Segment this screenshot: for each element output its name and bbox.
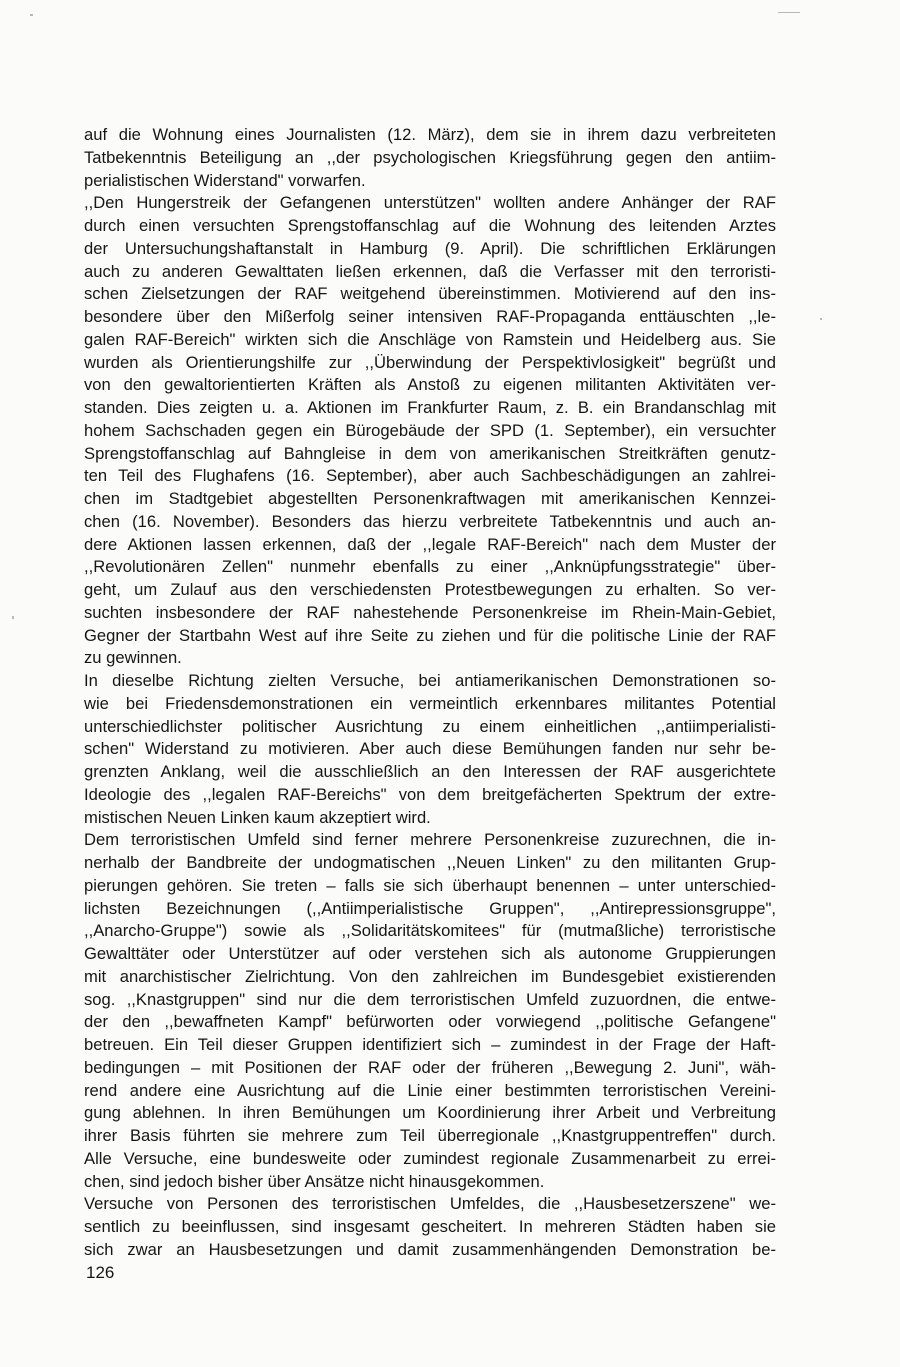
text-line: ten Teil des Flughafens (16. September), aber auch Sachbeschädigungen an zahlrei-: [84, 466, 776, 486]
text-line: ihrer Basis führten sie mehrere zum Teil überregionale ,,Knastgruppentreffen" durch.: [84, 1126, 776, 1145]
text-line: nerhalb der Bandbreite der undogmatischen ,,Neuen Linken" zu den militanten Grup-: [84, 853, 776, 872]
text-line: der den ,,bewaffneten Kampf" befürworten oder vorwiegend ,,politische Gefangene": [84, 1012, 776, 1032]
text-line: galen RAF-Bereich" wirkten sich die Anschläge von Ramstein und Heidelberg aus. Sie: [84, 329, 776, 349]
text-line: durch einen versuchten Sprengstoffanschlag auf die Wohnung des leitenden Arztes: [84, 216, 776, 235]
scan-speck: [12, 616, 14, 619]
paragraph: [84, 192, 776, 670]
paragraph: [84, 829, 776, 1193]
scan-speck: [820, 318, 822, 320]
text-line: ,,Anarcho-Gruppe") sowie als ,,Solidaritätskomitees" für (mutmaßliche) terroristische: [84, 921, 776, 941]
text-line: mit anarchistischer Zielrichtung. Von den zahlreichen im Bundesgebiet existierenden: [84, 966, 776, 986]
paragraph: [84, 670, 776, 829]
text-line: sog. ,,Knastgruppen" sind nur die dem terroristischen Umfeld zuzuordnen, die entwe-: [84, 989, 776, 1009]
text-line: betreuen. Ein Teil dieser Gruppen identifiziert sich – zumindest in der Frage der Haft-: [84, 1035, 776, 1054]
scan-speck: [30, 14, 33, 16]
text-line: sich zwar an Hausbesetzungen und damit zusammenhängenden Demonstration be-: [84, 1239, 776, 1259]
text-line: pierungen gehören. Sie treten – falls sie sich überhaupt benennen – unter unterschied-: [84, 875, 776, 895]
text-line: chen, sind jedoch bisher über Ansätze nicht hinausgekommen.: [84, 1171, 545, 1191]
text-line: Tatbekenntnis Beteiligung an ,,der psychologischen Kriegsführung gegen den antiim-: [84, 147, 776, 167]
text-line: Sprengstoffanschlag auf Bahngleise in dem von amerikanischen Streitkräften genutz-: [84, 443, 776, 463]
text-line: unterschiedlichster politischer Ausrichtung zu einem einheitlichen ,,antiimperialisti-: [84, 716, 776, 736]
text-line: Dem terroristischen Umfeld sind ferner mehrere Personenkreise zuzurechnen, die in-: [84, 830, 776, 850]
paragraph: [84, 1193, 776, 1261]
text-line: suchten insbesondere der RAF nahestehende Personenkreise im Rhein-Main-Gebiet,: [84, 602, 776, 622]
text-line: perialistischen Widerstand" vorwarfen.: [84, 170, 366, 190]
text-line: zu gewinnen.: [84, 648, 182, 668]
text-line: hohem Sachschaden gegen ein Bürogebäude der SPD (1. September), ein versuchter: [84, 420, 776, 440]
text-line: rend andere eine Ausrichtung auf die Linie einer bestimmten terroristischen Vereini-: [84, 1080, 776, 1100]
text-line: lichsten Bezeichnungen (,,Antiimperialistische Gruppen", ,,Antirepressionsgruppe",: [84, 898, 776, 918]
text-line: schen Zielsetzungen der RAF weitgehend übereinstimmen. Motivierend auf den ins-: [84, 284, 776, 304]
scan-speck: [778, 12, 800, 13]
text-line: grenzten Anklang, weil die ausschließlich an den Interessen der RAF ausgerichtete: [84, 762, 776, 781]
text-line: auch zu anderen Gewalttaten ließen erkennen, daß die Verfasser mit den terroristi-: [84, 261, 776, 281]
text-line: auf die Wohnung eines Journalisten (12. März), dem sie in ihrem dazu verbreiteten: [84, 125, 776, 144]
text-line: standen. Dies zeigten u. a. Aktionen im Frankfurter Raum, z. B. ein Brandanschlag mit: [84, 398, 776, 417]
text-line: dere Aktionen lassen erkennen, daß der ,,legale RAF-Bereich" nach dem Muster der: [84, 534, 776, 554]
text-line: von den gewaltorientierten Kräften als Anstoß zu eigenen militanten Aktivitäten ver-: [84, 375, 776, 395]
page-number: 126: [86, 1263, 115, 1282]
text-line: der Untersuchungshaftanstalt in Hamburg (9. April). Die schriftlichen Erklärungen: [84, 238, 776, 258]
text-line: Gegner der Startbahn West auf ihre Seite zu ziehen und für die politische Linie der RAF: [84, 625, 776, 645]
text-line: geht, um Zulauf aus den verschiedensten Protestbewegungen zu erhalten. So ver-: [84, 580, 776, 599]
text-line: ,,Revolutionären Zellen" nunmehr ebenfalls zu einer ,,Anknüpfungsstrategie" über-: [84, 557, 776, 577]
body-text: [84, 124, 776, 1262]
text-line: sentlich zu beeinflussen, sind insgesamt gescheitert. In mehreren Städten haben sie: [84, 1217, 776, 1236]
text-line: besondere über den Mißerfolg seiner intensiven RAF-Propaganda enttäuschten ,,le-: [84, 307, 776, 326]
text-line: mistischen Neuen Linken kaum akzeptiert wird.: [84, 807, 431, 827]
paragraph: [84, 124, 776, 192]
text-line: bedingungen – mit Positionen der RAF oder der früheren ,,Bewegung 2. Juni", wäh-: [84, 1057, 776, 1077]
text-line: chen (16. November). Besonders das hierzu verbreitete Tatbekenntnis und auch an-: [84, 511, 776, 531]
text-line: Ideologie des ,,legalen RAF-Bereichs" von dem breitgefächerten Spektrum der extre-: [84, 784, 776, 804]
text-line: In dieselbe Richtung zielten Versuche, bei antiamerikanischen Demonstrationen so-: [84, 671, 776, 690]
text-line: wurden als Orientierungshilfe zur ,,Überwindung der Perspektivlosigkeit" begrüßt und: [84, 352, 776, 372]
text-line: gung ablehnen. In ihren Bemühungen um Koordinierung ihrer Arbeit und Verbreitung: [84, 1103, 776, 1123]
text-line: Alle Versuche, eine bundesweite oder zumindest regionale Zusammenarbeit zu errei-: [84, 1148, 776, 1168]
text-line: Versuche von Personen des terroristischen Umfeldes, die ,,Hausbesetzerszene" we-: [84, 1194, 776, 1214]
text-line: wie bei Friedensdemonstrationen ein vermeintlich erkennbares militantes Potential: [84, 693, 776, 713]
text-line: schen" Widerstand zu motivieren. Aber auch diese Bemühungen fanden nur sehr be-: [84, 739, 776, 759]
text-line: ,,Den Hungerstreik der Gefangenen unterstützen" wollten andere Anhänger der RAF: [84, 193, 776, 213]
text-line: chen im Stadtgebiet abgestellten Personenkraftwagen mit amerikanischen Kennzei-: [84, 489, 776, 508]
text-line: Gewalttäter oder Unterstützer auf oder verstehen sich als autonome Gruppierungen: [84, 944, 776, 963]
